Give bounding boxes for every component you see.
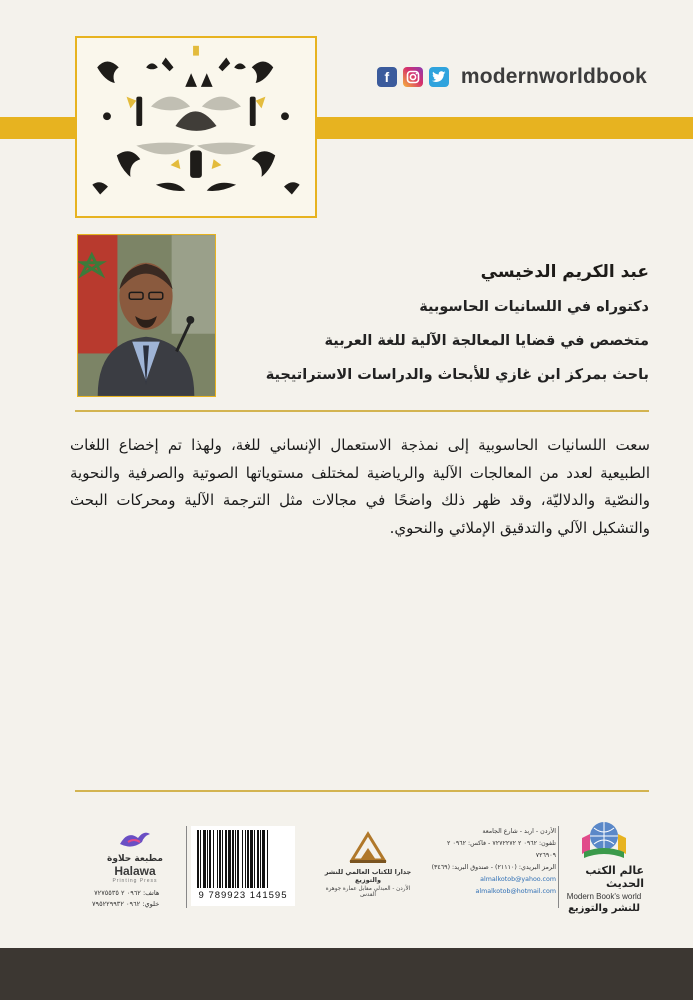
co-publisher	[318, 830, 418, 898]
co-publisher-name: جدارا للكتاب العالمي للنشر والتوزيع	[324, 868, 412, 884]
jadara-logo-icon	[348, 830, 388, 864]
printer-info	[92, 830, 178, 910]
publisher-name-ar: عالم الكتب الحديث	[585, 864, 644, 890]
globe-books-icon	[576, 820, 632, 862]
author-name: عبد الكريم الدخيسي	[480, 262, 649, 282]
contact-postal: الرمز البريدي: (٢١١١٠) - صندوق البريد: (٣٤٦٩)	[431, 864, 556, 871]
social-links	[377, 62, 647, 92]
author-photo	[77, 234, 216, 397]
divider-vertical-2	[186, 826, 187, 908]
author-affiliation: باحث بمركز ابن غازي للأبحاث والدراسات الاستراتيجية	[265, 367, 649, 383]
printer-mobile: خلوي: ٠٩٦٢ ٧٩٥٢٢٩٩٣٢	[92, 900, 160, 908]
contact-email-1[interactable]: almalkotob@yahoo.com	[480, 876, 556, 883]
contact-phone: تلفون: ٠٩٦٢ ٢ ٧٢٧٢٢٧٢ - فاكس: ٠٩٦٢ ٢ ٧٢٦٩٠٩	[447, 840, 556, 859]
printer-sub: Printing Press	[112, 878, 158, 884]
printer-name-en: Halawa	[114, 864, 156, 878]
isbn-barcode	[191, 826, 295, 906]
author-specialty: متخصص في قضايا المعالجة الآلية للغة العربية	[324, 333, 649, 349]
bottom-band	[0, 948, 693, 1000]
instagram-icon[interactable]	[403, 67, 423, 87]
contact-address: الأردن - اربد - شارع الجامعة	[482, 828, 556, 835]
author-degree: دكتوراه في اللسانيات الحاسوبية	[419, 299, 649, 315]
divider-bottom	[75, 790, 649, 792]
divider-vertical-1	[558, 826, 559, 908]
barcode-icon	[195, 830, 291, 888]
publisher-contact	[428, 826, 556, 898]
publisher-logo	[564, 820, 644, 920]
printer-phone: هاتف: ٠٩٦٢ ٢ ٧٢٧٥٥٣٥	[94, 889, 160, 897]
publisher-tagline: للنشر والتوزيع	[568, 903, 640, 914]
twitter-icon[interactable]	[429, 67, 449, 87]
facebook-icon[interactable]: f	[377, 67, 397, 87]
social-handle[interactable]: modernworldbook	[460, 65, 647, 88]
author-info	[259, 260, 649, 398]
isbn-number: 9 789923 141595	[198, 890, 288, 901]
co-publisher-address: الأردن - العبدلي مقابل عمارة جوهرة القدس	[325, 886, 411, 898]
bird-logo-icon	[118, 830, 152, 852]
divider-top	[75, 410, 649, 412]
printer-phones	[92, 888, 159, 910]
calligraphy-art-icon	[77, 38, 315, 216]
publisher-name-en: Modern Book's world	[566, 892, 642, 901]
cover-art	[75, 36, 317, 218]
contact-email-2[interactable]: almalkotob@hotmail.com	[475, 888, 556, 895]
printer-name-ar: مطبعة حلاوة	[107, 854, 163, 864]
book-blurb: سعت اللسانيات الحاسوبية إلى نمذجة الاستعمال الإنساني للغة، ولهذا تم إخضاع اللغات الطبيعية لعدد من المعالجات الآلية والرياضية لمختلف مستوياتها الصوتية والصرفية والنحوية والنصّية والدلاليّة، وقد ظهر ذلك واضحًا في مجالات مثل الترجمة الآلية ومحركات البحث والتشكيل الآلي والتدقيق الإملائي والنحوي.	[70, 436, 650, 537]
